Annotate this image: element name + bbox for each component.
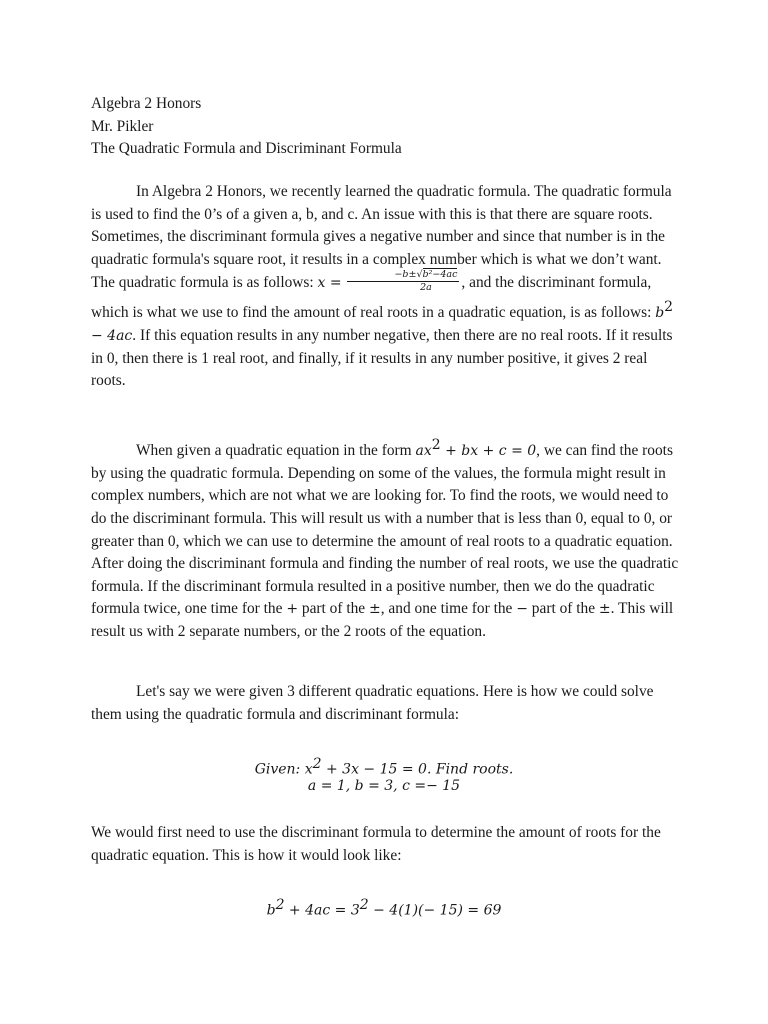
disc-calc-result: − 4(1)(− 15) = 69 xyxy=(368,902,502,919)
discriminant-b: b xyxy=(655,305,665,322)
paragraph-example-intro: Let's say we were given 3 different quadratic equations. Here is how we could solve them using the quadratic formula and discriminant formula: xyxy=(91,683,654,723)
paragraph-method xyxy=(91,434,681,643)
plus-minus-symbol: ± xyxy=(369,601,381,618)
formula-numerator xyxy=(347,269,459,282)
paragraph-intro xyxy=(91,181,681,393)
given-equation xyxy=(0,756,768,778)
given-suffix: + 3x − 15 = 0. Find roots. xyxy=(321,761,514,778)
discriminant-calculation xyxy=(0,897,768,919)
formula-numerator-prefix: −b±√ xyxy=(394,269,423,281)
disc-calc-exponent: 2 xyxy=(359,897,369,913)
paragraph-text: , and the discriminant formula, which is what we use to find the amount of real roots in a quadratic equation, is as follows: xyxy=(91,274,656,322)
discriminant-exponent: 2 xyxy=(664,299,674,316)
teacher-name: Mr. Pikler xyxy=(91,117,154,135)
formula-denominator: 2a xyxy=(420,282,432,294)
paragraph-text: In Algebra 2 Honors, we recently learned the quadratic formula. The quadratic formula is used to find the 0’s of a given a, b, and c. An issue with this is that there are square roots. Sometimes, the discriminant formula gives a negative number and since that number is in the quadratic formula's square root, it results in a complex number which is what we don’t want. The quadratic formula is as follows: xyxy=(91,183,672,292)
equation-ax: ax xyxy=(415,443,432,460)
quadratic-formula-fraction xyxy=(347,269,459,294)
document-header xyxy=(91,93,402,161)
formula-lhs: x = xyxy=(317,275,342,292)
paragraph-discriminant-step: We would first need to use the discriminant formula to determine the amount of roots for the quadratic equation. This is how it would look like: xyxy=(91,824,661,864)
equation-exponent: 2 xyxy=(431,437,441,453)
paragraph-text: , and one time for the xyxy=(380,600,517,618)
paragraph-text: , we can find the roots by using the quadratic formula. Depending on some of the values, the formula might result in complex numbers, which are not what we are looking for. To find the roots, we would need to do the discriminant formula. This will result us with a number that is less than 0, equal to 0, or greater than 0, which we can use to determine the amount of real roots to a quadratic equation. After doing the discriminant formula and finding the number of real roots, we use the quadratic formula. If the discriminant formula resulted in a positive number, then we do the quadratic formula twice, one time for the xyxy=(91,442,679,618)
coefficients-line: a = 1, b = 3, c =− 15 xyxy=(307,778,461,794)
paragraph-text: . This will result us with 2 separate numbers, or the 2 roots of the equation. xyxy=(91,600,674,640)
course-name: Algebra 2 Honors xyxy=(91,95,202,112)
document-title: The Quadratic Formula and Discriminant Formula xyxy=(91,140,402,157)
plus-minus-symbol: ± xyxy=(598,601,611,618)
plus-symbol: + xyxy=(286,601,299,618)
paragraph-text: part of the xyxy=(527,600,599,618)
minus-symbol: − xyxy=(516,601,528,618)
equation-rest: + bx + c = 0 xyxy=(440,443,537,460)
paragraph-text: When given a quadratic equation in the form xyxy=(136,442,416,460)
disc-calc-exponent: 2 xyxy=(275,897,285,913)
paragraph-text: . If this equation results in any number negative, then there are no real roots. If it results in 0, then there is 1 real root, and finally, if it results in any number positive, it gives 2 real roots. xyxy=(91,327,673,390)
disc-calc-b: b xyxy=(266,902,276,919)
given-exponent: 2 xyxy=(312,756,322,772)
given-prefix: Given: x xyxy=(254,761,313,778)
paragraph-text: part of the xyxy=(298,600,369,618)
disc-calc-middle: + 4ac = 3 xyxy=(284,902,360,919)
discriminant-rest: − 4ac xyxy=(91,328,133,345)
formula-radicand: b²−4ac xyxy=(422,269,458,281)
